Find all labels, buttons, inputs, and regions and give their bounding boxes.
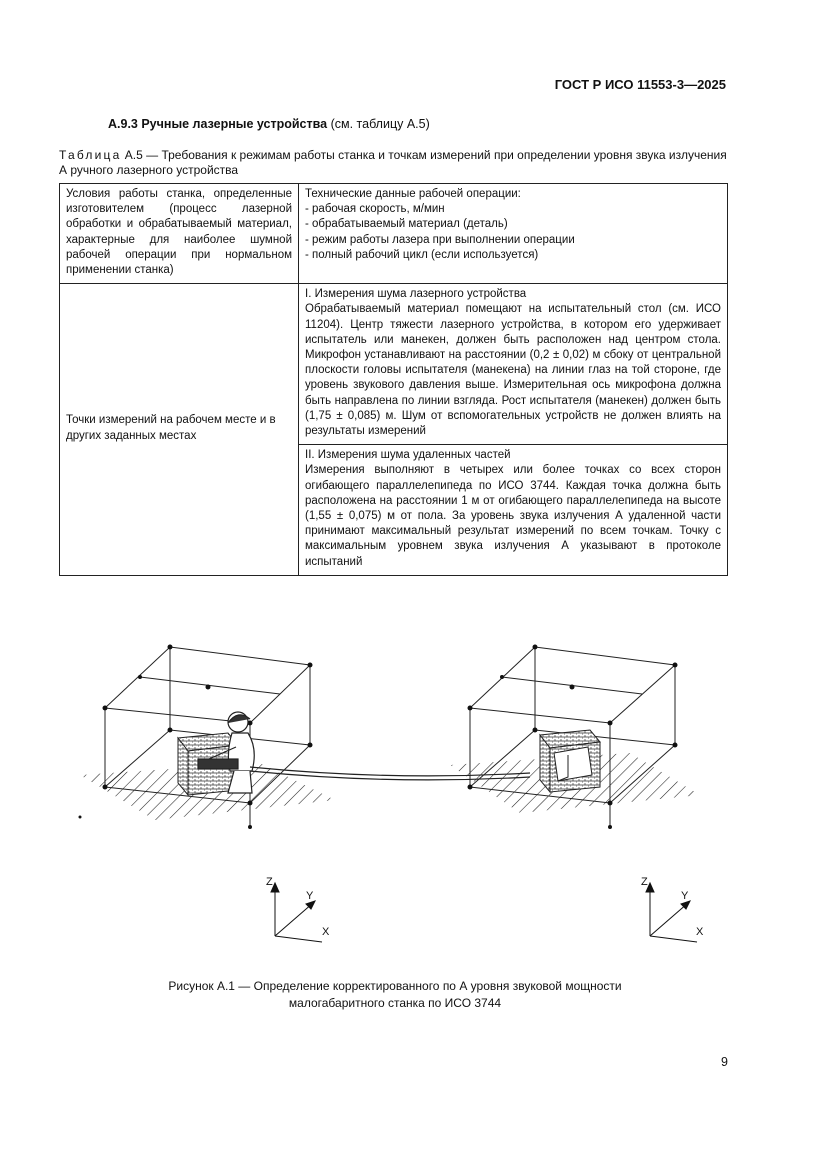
measurement-diagram [60, 635, 730, 945]
table-caption-label: Таблица [59, 148, 122, 162]
table-row [60, 184, 728, 284]
axis-y-label: Y [681, 890, 689, 902]
figure-caption-line: Рисунок А.1 — Определение корректированного по А уровня звуковой мощности [168, 979, 622, 993]
figure-caption-line: малогабаритного станка по ИСО 3744 [288, 996, 502, 1010]
axis-z-label: Z [266, 876, 273, 888]
table-row [60, 284, 728, 445]
axes-right [646, 883, 697, 942]
axis-x-label: X [696, 926, 704, 938]
list-item: - рабочая скорость, м/мин [305, 203, 445, 216]
right-measurement-setup [450, 645, 700, 830]
axes-left [271, 883, 322, 942]
axis-y-label: Y [306, 890, 314, 902]
laser-source-box [540, 730, 600, 792]
list-item: - обрабатываемый материал (деталь) [305, 218, 508, 231]
section-heading [108, 117, 430, 131]
measurement-points-cell: Точки измерений на рабочем месте и в других заданных местах [60, 284, 299, 576]
page-number: 9 [721, 1055, 728, 1069]
remote-parts-title: II. Измерения шума удаленных частей [305, 449, 511, 462]
table-caption-text: А.5 — Требования к режимам работы станка и точкам измерений при определении уровня звука излучения А ручного лазерного устройства [59, 148, 727, 177]
technical-data-cell [299, 184, 728, 284]
figure-caption [59, 978, 731, 1012]
requirements-table [59, 183, 728, 576]
axis-x-label: X [322, 926, 330, 938]
remote-parts-text: Измерения выполняют в четырех или более точках со всех сторон огибающего параллелепипеда по ИСО 3744. Каждая точка должна быть расположена на расстоянии 1 м от огибающего параллелепипеда на высоте (1,55 ± 0,075) м от пола. За уровень звука излучения А удаленной части принимают максимальный результат измерений по всем точкам. Точку с максимальным уровнем звука излучения А указывают в протоколе испытаний [305, 464, 721, 568]
remote-parts-cell [299, 445, 728, 576]
document-header: ГОСТ Р ИСО 11553-3—2025 [554, 77, 726, 92]
device-noise-text: Обрабатываемый материал помещают на испытательный стол (см. ИСО 11204). Центр тяжести лазерного устройства, в котором его удерживает испытатель или манекен, должен быть расположен над центром стола. Микрофон устанавливают на расстоянии (0,2 ± 0,02) м сбоку от центральной плоскости головы испытателя (манекена) на линии глаз на той стороне, где уровень звукового давления выше. Измерительная ось микрофона должна быть направлена по линии взгляда. Рост испытателя (манекен) должен быть (1,75 ± 0,085) м. Шум от вспомогательных устройств не должен влиять на результаты измерений [305, 303, 721, 438]
device-noise-cell [299, 284, 728, 445]
left-measurement-setup [79, 645, 336, 830]
section-ref: (см. таблицу А.5) [330, 117, 430, 131]
conditions-cell: Условия работы станка, определенные изготовителем (процесс лазерной обработки и обрабатываемый материал, характерные для наиболее шумной рабочей операции при нормальном применении станка) [60, 184, 299, 284]
list-item: - режим работы лазера при выполнении операции [305, 233, 575, 246]
table-caption [59, 148, 731, 178]
list-item: - полный рабочий цикл (если используется) [305, 248, 539, 261]
section-title: А.9.3 Ручные лазерные устройства [108, 117, 328, 131]
technical-data-title: Технические данные рабочей операции: [305, 188, 521, 200]
axis-z-label: Z [641, 876, 648, 888]
device-noise-title: I. Измерения шума лазерного устройства [305, 288, 527, 301]
